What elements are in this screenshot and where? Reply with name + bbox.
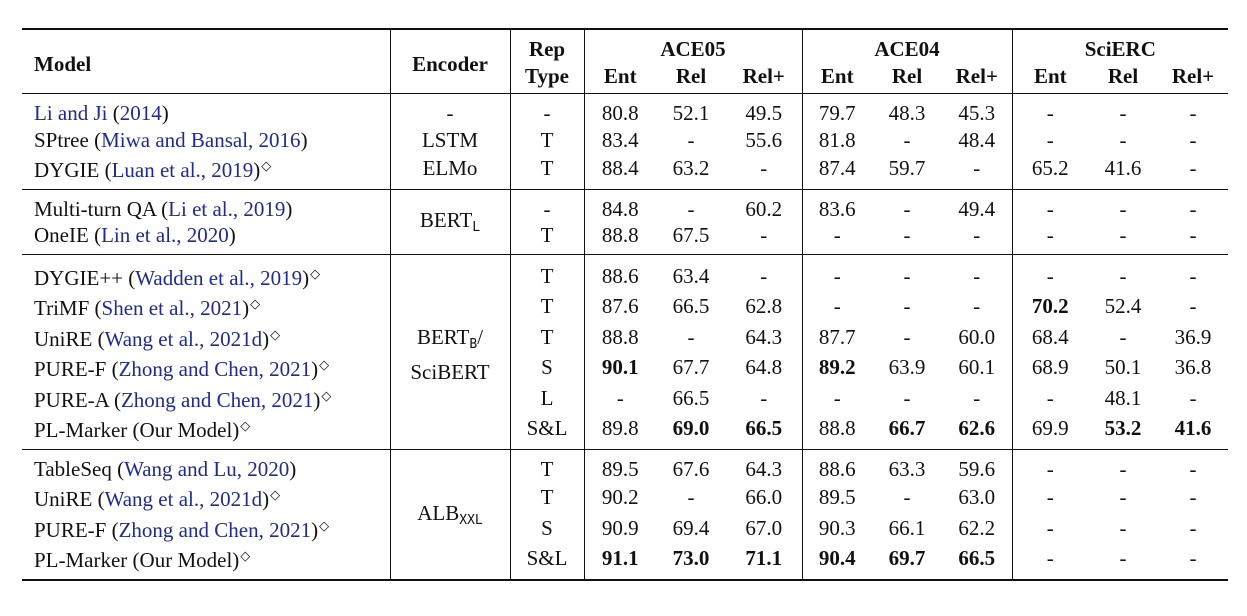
score-cell: -	[1119, 196, 1127, 221]
score-cell: 88.8	[802, 413, 872, 449]
score-cell: 90.2	[584, 482, 656, 513]
score-cell: -	[1012, 449, 1088, 482]
score-cell: 48.3	[888, 101, 926, 125]
model-name-cell: Li and Ji (2014)	[34, 101, 169, 125]
score-cell: -	[1119, 223, 1127, 247]
model-name-cell: PURE-F (Zhong and Chen, 2021)◇	[34, 357, 330, 381]
score-cell: -	[1012, 222, 1088, 254]
score-cell: -	[903, 127, 911, 152]
score-cell: -	[1012, 513, 1088, 544]
score-cell: -	[973, 223, 981, 247]
score-cell: -	[1119, 263, 1127, 288]
score-cell: 88.8	[584, 222, 656, 254]
score-cell: 64.8	[745, 355, 783, 379]
model-name: UniRE	[34, 487, 93, 511]
table-row	[22, 513, 1228, 544]
score-cell: 41.6	[1104, 156, 1142, 180]
model-name-cell: PURE-A (Zhong and Chen, 2021)◇	[34, 387, 332, 412]
rep-type-cell: S&L	[510, 413, 584, 449]
score-cell: 87.6	[584, 291, 656, 322]
diamond-marker-icon: ◇	[240, 418, 251, 433]
score-cell: 66.5	[745, 416, 783, 440]
table-row	[22, 222, 1228, 254]
header-type: Type	[510, 63, 584, 94]
rep-type-cell: T	[510, 482, 584, 513]
citation-link[interactable]: Zhong and Chen, 2021	[118, 517, 312, 542]
model-name-cell: SPtree (Miwa and Bansal, 2016)	[34, 127, 308, 152]
citation-year-link[interactable]: 2014	[119, 101, 162, 125]
score-cell: 66.0	[745, 485, 783, 509]
citation-link[interactable]: Luan et al., 2019	[111, 158, 254, 182]
score-cell: 48.4	[958, 127, 996, 152]
table-row	[22, 413, 1228, 449]
model-name: PURE-F	[34, 517, 107, 542]
citation-link[interactable]: Shen et al., 2021	[101, 296, 243, 320]
score-cell: 49.4	[958, 196, 996, 221]
score-cell: 52.4	[1104, 294, 1142, 318]
rep-type-cell: T	[510, 254, 584, 291]
score-cell: 66.1	[888, 515, 926, 540]
header-scierc: SciERC	[1012, 29, 1228, 63]
results-body	[22, 94, 1228, 580]
table-row	[22, 352, 1228, 383]
score-cell: 89.5	[584, 449, 656, 482]
rep-type-cell: T	[510, 322, 584, 353]
score-cell: -	[1012, 482, 1088, 513]
score-cell: -	[1189, 515, 1197, 540]
score-cell: -	[903, 385, 911, 410]
score-cell: -	[1119, 485, 1127, 509]
header-model: Model	[34, 52, 92, 77]
score-cell: -	[1012, 543, 1088, 580]
score-cell: -	[760, 223, 768, 247]
score-cell: 90.1	[584, 352, 656, 383]
score-cell: -	[760, 263, 768, 288]
score-cell: -	[687, 127, 695, 152]
model-name: TriMF	[34, 296, 90, 320]
model-name: SPtree	[34, 127, 89, 152]
score-cell: 48.1	[1104, 385, 1142, 410]
table-row	[22, 127, 1228, 154]
model-name-cell: DYGIE (Luan et al., 2019)◇	[34, 158, 272, 182]
score-cell: 87.7	[802, 322, 872, 353]
model-name-cell	[22, 413, 390, 449]
score-cell: -	[1189, 385, 1197, 410]
score-cell: -	[1189, 546, 1197, 570]
encoder-cell: $BERT_L$	[390, 189, 510, 254]
model-name: Multi-turn QA	[34, 196, 156, 221]
score-cell: 67.6	[672, 456, 710, 481]
score-cell: 49.5	[745, 101, 783, 125]
citation-link[interactable]: Miwa and Bansal, 2016	[101, 127, 301, 152]
score-cell: 63.4	[672, 263, 710, 288]
citation-link[interactable]: Li and Ji	[34, 101, 108, 125]
score-cell: -	[1012, 94, 1088, 127]
table-row	[22, 449, 1228, 482]
score-cell: 69.4	[672, 515, 710, 540]
model-name: PURE-F	[34, 357, 107, 381]
score-cell: 63.0	[958, 485, 996, 509]
encoder-cell: -	[390, 94, 510, 127]
diamond-marker-icon: ◇	[319, 357, 330, 372]
score-cell: 88.6	[802, 449, 872, 482]
score-cell: -	[687, 196, 695, 221]
score-cell: -	[1189, 223, 1197, 247]
model-name: DYGIE++	[34, 265, 124, 290]
encoder-cell: $ALB_{XXL}$	[390, 449, 510, 580]
model-name: DYGIE	[34, 158, 100, 182]
score-cell: 36.8	[1174, 355, 1212, 379]
score-cell: 69.0	[672, 416, 710, 440]
score-cell: -	[903, 485, 911, 509]
score-cell: 88.4	[584, 153, 656, 189]
score-cell: 66.7	[888, 416, 926, 440]
diamond-marker-icon: ◇	[319, 517, 330, 533]
score-cell: 81.8	[802, 127, 872, 154]
table-row	[22, 383, 1228, 414]
score-cell: -	[1189, 101, 1197, 125]
rep-type-cell: -	[510, 94, 584, 127]
score-cell: 89.5	[802, 482, 872, 513]
rep-type-cell: T	[510, 153, 584, 189]
header-metric: Rel+	[955, 63, 998, 88]
score-cell: -	[760, 156, 768, 180]
score-cell: -	[1012, 254, 1088, 291]
model-name-cell	[22, 543, 390, 580]
score-cell: -	[973, 385, 981, 410]
score-cell: -	[760, 385, 768, 410]
model-name-cell: UniRE (Wang et al., 2021d)◇	[34, 326, 281, 351]
score-cell: 80.8	[584, 94, 656, 127]
score-cell: 84.8	[584, 189, 656, 222]
score-cell: -	[973, 294, 981, 318]
results-table-container	[22, 28, 1228, 581]
score-cell: -	[1012, 383, 1088, 414]
table-row	[22, 254, 1228, 291]
rep-type-cell: L	[510, 383, 584, 414]
score-cell: 73.0	[672, 546, 710, 570]
score-cell: -	[802, 291, 872, 322]
score-cell: -	[802, 222, 872, 254]
score-cell: 62.6	[958, 416, 996, 440]
header-metric: Rel	[891, 63, 923, 88]
score-cell: 89.2	[802, 352, 872, 383]
score-cell: -	[1189, 263, 1197, 288]
model-name: TableSeq	[34, 456, 112, 481]
score-cell: 64.3	[745, 324, 783, 349]
model-name: OneIE	[34, 223, 89, 247]
score-cell: -	[1189, 485, 1197, 509]
model-name-cell: PURE-F (Zhong and Chen, 2021)◇	[34, 517, 330, 542]
score-cell: 66.5	[672, 294, 710, 318]
score-cell: -	[1012, 127, 1088, 154]
score-cell: 59.6	[958, 456, 996, 481]
table-row	[22, 543, 1228, 580]
score-cell: 63.3	[888, 456, 926, 481]
header-metric: Rel+	[1171, 63, 1215, 88]
score-cell: -	[1119, 324, 1127, 349]
model-name-cell: OneIE (Lin et al., 2020)	[34, 223, 236, 247]
table-row	[22, 291, 1228, 322]
model-name: PURE-A	[34, 387, 109, 412]
score-cell: 68.9	[1012, 352, 1088, 383]
score-cell: -	[1119, 546, 1127, 570]
score-cell: -	[973, 156, 981, 180]
score-cell: 62.8	[745, 294, 783, 318]
model-name-cell: DYGIE++ (Wadden et al., 2019)◇	[34, 265, 321, 290]
score-cell: 90.4	[802, 543, 872, 580]
score-cell: -	[1119, 456, 1127, 481]
score-cell: -	[1189, 156, 1197, 180]
table-row	[22, 189, 1228, 222]
score-cell: -	[903, 223, 911, 247]
score-cell: 70.2	[1012, 291, 1088, 322]
score-cell: -	[973, 263, 981, 288]
score-cell: -	[584, 383, 656, 414]
diamond-marker-icon: ◇	[240, 548, 251, 563]
score-cell: 79.7	[802, 94, 872, 127]
table-row	[22, 94, 1228, 127]
score-cell: 67.7	[672, 355, 710, 379]
model-name: PL-Marker (Our Model)	[34, 548, 240, 572]
citation-link[interactable]: Zhong and Chen, 2021	[118, 357, 312, 381]
citation-link[interactable]: Zhong and Chen, 2021	[120, 387, 314, 412]
header-metric: Rel	[1107, 63, 1139, 88]
score-cell: -	[1119, 515, 1127, 540]
score-cell: -	[802, 254, 872, 291]
diamond-marker-icon: ◇	[270, 326, 281, 342]
score-cell: -	[903, 263, 911, 288]
score-cell: 50.1	[1104, 355, 1142, 379]
model-name: UniRE	[34, 326, 93, 351]
score-cell: 89.8	[584, 413, 656, 449]
rep-type-cell: T	[510, 222, 584, 254]
score-cell: 69.9	[1012, 413, 1088, 449]
diamond-marker-icon: ◇	[261, 158, 272, 173]
header-metric: Ent	[1012, 63, 1088, 94]
encoder-cell: ELMo	[390, 153, 510, 189]
score-cell: 67.0	[745, 515, 783, 540]
score-cell: 41.6	[1174, 416, 1212, 440]
table-row	[22, 482, 1228, 513]
diamond-marker-icon: ◇	[310, 265, 321, 281]
rep-type-cell: T	[510, 291, 584, 322]
score-cell: 60.2	[745, 196, 783, 221]
score-cell: -	[687, 485, 695, 509]
score-cell: 36.9	[1174, 324, 1212, 349]
score-cell: 55.6	[745, 127, 783, 152]
score-cell: 83.4	[584, 127, 656, 154]
table-row	[22, 322, 1228, 353]
score-cell: 60.0	[958, 324, 996, 349]
score-cell: -	[1119, 127, 1127, 152]
diamond-marker-icon: ◇	[250, 296, 261, 311]
score-cell: 88.6	[584, 254, 656, 291]
rep-type-cell: S	[510, 513, 584, 544]
citation-link[interactable]: Wadden et al., 2019	[135, 265, 303, 290]
citation-link[interactable]: Lin et al., 2020	[101, 223, 229, 247]
score-cell: -	[1012, 189, 1088, 222]
score-cell: 64.3	[745, 456, 783, 481]
score-cell: 69.7	[888, 546, 926, 570]
score-cell: 88.8	[584, 322, 656, 353]
score-cell: -	[1119, 101, 1127, 125]
score-cell: -	[903, 324, 911, 349]
header-metric: Ent	[584, 63, 656, 94]
rep-type-cell: S&L	[510, 543, 584, 580]
header-encoder: Encoder	[390, 29, 510, 94]
score-cell: -	[1189, 196, 1197, 221]
rep-type-cell: S	[510, 352, 584, 383]
model-name-cell: Multi-turn QA (Li et al., 2019)	[34, 196, 293, 221]
citation-link[interactable]: Wang and Lu, 2020	[124, 456, 290, 481]
score-cell: -	[903, 294, 911, 318]
score-cell: -	[1189, 294, 1197, 318]
score-cell: 71.1	[745, 546, 783, 570]
model-name-cell: TableSeq (Wang and Lu, 2020)	[34, 456, 297, 481]
encoder-cell: $BERT_B/$ SciBERT	[390, 254, 510, 449]
header-metric: Ent	[802, 63, 872, 94]
header-metric: Rel	[675, 63, 707, 88]
header-rep: Rep	[510, 29, 584, 63]
score-cell: 83.6	[802, 189, 872, 222]
citation-link[interactable]: Wang et al., 2021d	[104, 487, 263, 511]
header-ace04: ACE04	[802, 29, 1012, 63]
score-cell: -	[1189, 127, 1197, 152]
score-cell: 53.2	[1104, 416, 1142, 440]
results-table	[22, 28, 1228, 581]
table-row	[22, 153, 1228, 189]
score-cell: -	[903, 196, 911, 221]
score-cell: 60.1	[958, 355, 996, 379]
score-cell: 65.2	[1012, 153, 1088, 189]
score-cell: -	[687, 324, 695, 349]
score-cell: 67.5	[672, 223, 710, 247]
encoder-cell: LSTM	[390, 127, 510, 154]
score-cell: 62.2	[958, 515, 996, 540]
model-name-cell: UniRE (Wang et al., 2021d)◇	[34, 487, 281, 511]
score-cell: 63.2	[672, 156, 710, 180]
citation-link[interactable]: Wang et al., 2021d	[104, 326, 263, 351]
score-cell: 45.3	[958, 101, 996, 125]
score-cell: 66.5	[672, 385, 710, 410]
score-cell: 52.1	[672, 101, 710, 125]
citation-link[interactable]: Li et al., 2019	[168, 196, 286, 221]
score-cell: 91.1	[584, 543, 656, 580]
score-cell: 66.5	[958, 546, 996, 570]
score-cell: 87.4	[802, 153, 872, 189]
score-cell: 59.7	[888, 156, 926, 180]
rep-type-cell: -	[510, 189, 584, 222]
score-cell: 90.9	[584, 513, 656, 544]
rep-type-cell: T	[510, 127, 584, 154]
score-cell: 63.9	[888, 355, 926, 379]
header-ace05: ACE05	[584, 29, 802, 63]
score-cell: 90.3	[802, 513, 872, 544]
diamond-marker-icon: ◇	[270, 487, 281, 502]
model-name: PL-Marker (Our Model)	[34, 418, 240, 442]
model-name-cell: TriMF (Shen et al., 2021)◇	[34, 296, 261, 320]
score-cell: -	[1189, 456, 1197, 481]
score-cell: 68.4	[1012, 322, 1088, 353]
header-metric: Rel+	[742, 63, 785, 88]
score-cell: -	[802, 383, 872, 414]
diamond-marker-icon: ◇	[321, 387, 332, 403]
rep-type-cell: T	[510, 449, 584, 482]
